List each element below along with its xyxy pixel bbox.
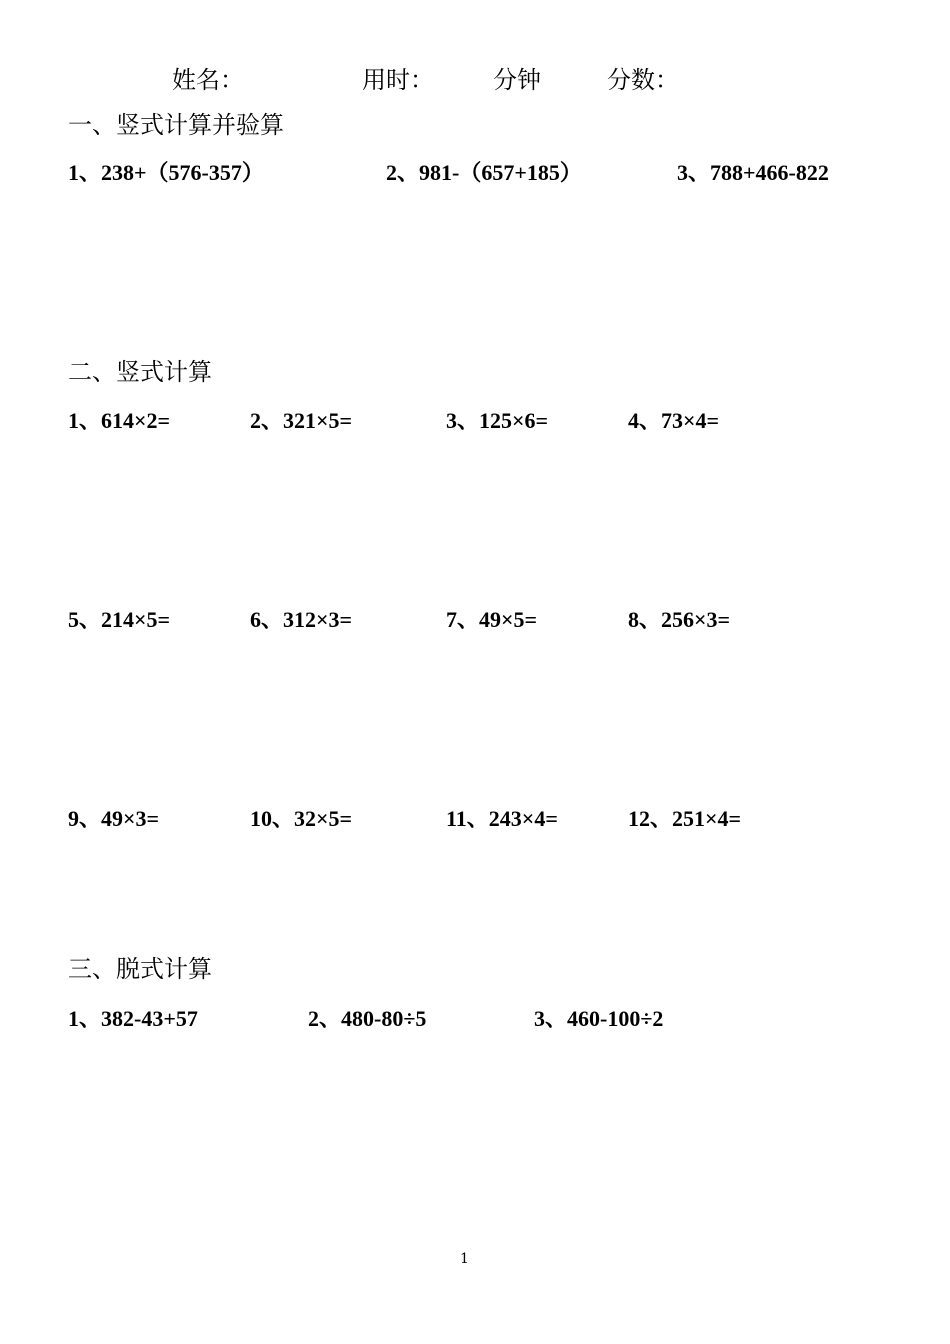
problem-2-1: 1、614×2= [68, 408, 171, 433]
problem-2-12: 12、251×4= [628, 806, 742, 831]
problem-2-8: 8、256×3= [628, 607, 731, 632]
name-label: 姓名： [172, 66, 244, 94]
section-1-title: 一、竖式计算并验算 [68, 111, 284, 139]
minutes-label: 分钟 [493, 66, 541, 94]
section-3-title: 三、脱式计算 [68, 955, 212, 983]
problem-1-2: 2、981-（657+185） [386, 160, 582, 185]
problem-2-10: 10、32×5= [250, 806, 353, 831]
problem-3-3: 3、460-100÷2 [534, 1006, 664, 1031]
problem-1-1: 1、238+（576-357） [68, 160, 264, 185]
score-label: 分数： [607, 66, 679, 94]
problem-2-6: 6、312×3= [250, 607, 353, 632]
page-number: 1 [460, 1251, 469, 1267]
problem-2-5: 5、214×5= [68, 607, 171, 632]
problem-1-3: 3、788+466-822 [677, 160, 829, 185]
section-2-title: 二、竖式计算 [68, 358, 212, 386]
problem-2-4: 4、73×4= [628, 408, 720, 433]
time-label: 用时： [362, 66, 434, 94]
problem-2-3: 3、125×6= [446, 408, 549, 433]
problem-3-2: 2、480-80÷5 [308, 1006, 427, 1031]
problem-2-11: 11、243×4= [446, 806, 558, 831]
problem-2-2: 2、321×5= [250, 408, 353, 433]
problem-2-7: 7、49×5= [446, 607, 538, 632]
problem-2-9: 9、49×3= [68, 806, 160, 831]
problem-3-1: 1、382-43+57 [68, 1006, 198, 1031]
